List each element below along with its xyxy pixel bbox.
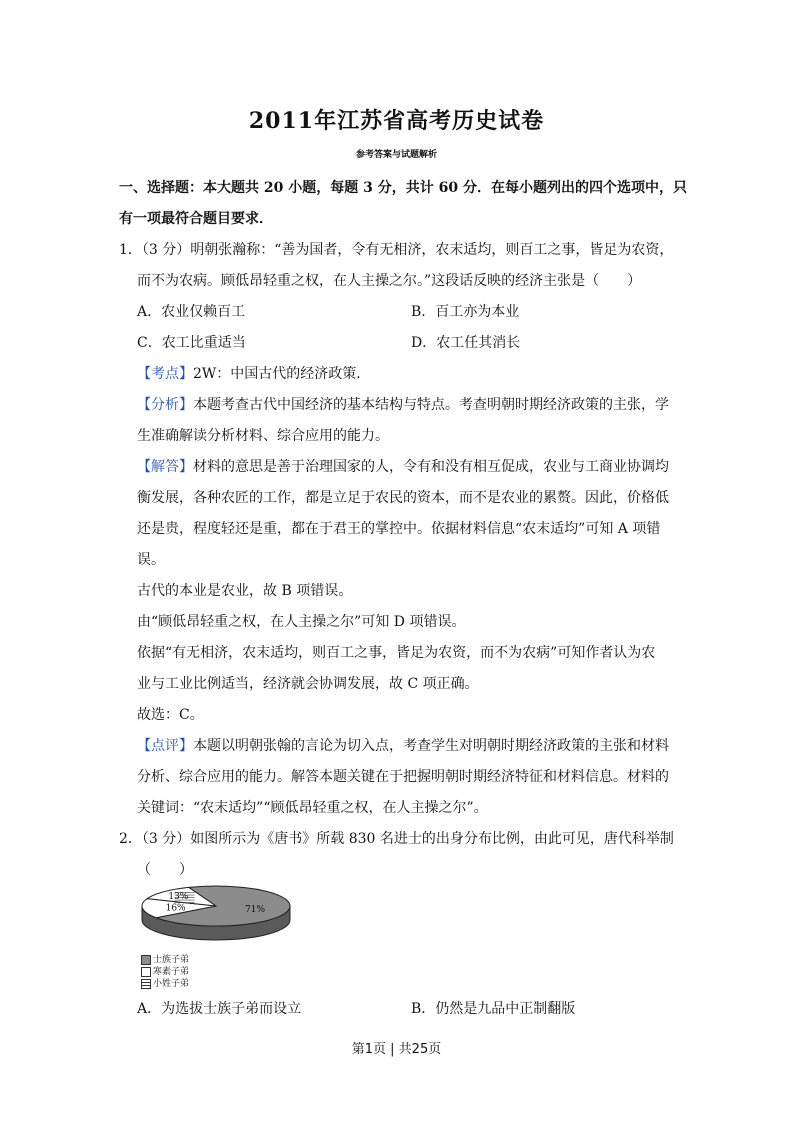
q1-stem-line2: 而不为农病。顾低昂轻重之权，在人主操之尔。”这段话反映的经济主张是（ ）: [137, 273, 642, 289]
q2-stem-line2: （ ）: [137, 862, 193, 878]
q2-option-b: B．仍然是九品中正制翻版: [411, 1001, 576, 1017]
q2-option-a: A．为选拔士族子弟而设立: [137, 1001, 302, 1017]
section-heading-line1: 一、选择题：本大题共 20 小题，每题 3 分，共计 60 分．在每小题列出的四个选项中，只: [119, 180, 687, 196]
legend-swatch-xiaoxing: [141, 979, 151, 989]
legend-swatch-shizu: [141, 955, 151, 965]
q1-fenxi-line2: 生准确解读分析材料、综合应用的能力。: [137, 428, 389, 444]
legend-label-xiaoxing: 小姓子弟: [153, 979, 190, 989]
q1-option-c: C．农工比重适当: [137, 335, 246, 351]
section-heading-line2: 有一项最符合题目要求．: [119, 211, 273, 227]
jieda-tag: 【解答】: [137, 459, 193, 475]
q1-dianping-line3: 关键词：“农末适均”“顾低昂轻重之权，在人主操之尔”。: [137, 800, 488, 816]
fenxi-text1: 本题考查古代中国经济的基本结构与特点。考查明朝时期经济政策的主张，学: [193, 397, 669, 413]
q1-dianping-line2: 分析、综合应用的能力。解答本题关键在于把握明朝时期经济特征和材料信息。材料的: [137, 769, 669, 785]
q1-jieda-line5: 古代的本业是农业，故 B 项错误。: [137, 583, 353, 599]
q2-stem-line1: 2．（3 分）如图所示为《唐书》所载 830 名进士的出身分布比例，由此可见，唐代科举制: [119, 831, 674, 847]
q1-option-b: B．百工亦为本业: [411, 304, 520, 320]
q1-jieda-line9: 故选：C。: [137, 707, 204, 723]
page-footer: 第1页 | 共25页: [351, 1042, 442, 1057]
q1-jieda-line4: 误。: [137, 552, 165, 568]
q1-option-d: D．农工任其消长: [411, 335, 521, 351]
fenxi-tag: 【分析】: [137, 397, 193, 413]
jieda-text1: 材料的意思是善于治理国家的人，令有和没有相互促成，农业与工商业协调均: [193, 459, 669, 475]
dianping-tag: 【点评】: [137, 738, 193, 754]
page-title: 2011年江苏省高考历史试卷: [248, 108, 545, 134]
legend-label-hansu: 寒素子弟: [153, 967, 190, 977]
pie-label: 16%: [165, 903, 186, 914]
pie-label: 13%: [168, 891, 189, 902]
q1-jieda-line2: 衡发展，各种农匠的工作，都是立足于农民的资本，而不是农业的累赘。因此，价格低: [137, 490, 669, 506]
q1-kaodian: [137, 363, 370, 383]
pie-label: 71%: [245, 905, 266, 916]
q1-jieda-line8: 业与工业比例适当，经济就会协调发展，故 C 项正确。: [137, 676, 479, 692]
legend-label-shizu: 士族子弟: [153, 955, 190, 965]
page-subtitle: 参考答案与试题解析: [355, 150, 437, 160]
q1-jieda-line6: 由“顾低昂轻重之权，在人主操之尔”可知 D 项错误。: [137, 614, 466, 630]
q1-jieda-line3: 还是贵，程度轻还是重，都在于君王的掌控中。依据材料信息“农末适均”可知 A 项错: [137, 521, 661, 537]
kaodian-tag: 【考点】: [137, 366, 193, 382]
pie-chart: [138, 884, 298, 950]
q1-option-a: A．农业仅赖百工: [137, 304, 246, 320]
q1-stem-line1: 1．（3 分）明朝张瀚称：“善为国者，令有无相济，农末适均，则百工之事，皆足为农资，: [119, 242, 674, 258]
q1-jieda-line1: [137, 456, 669, 476]
legend-swatch-hansu: [141, 967, 151, 977]
dianping-text1: 本题以明朝张翰的言论为切入点，考查学生对明朝时期经济政策的主张和材料: [193, 738, 669, 754]
legend-item-xiaoxing: [141, 976, 189, 989]
q1-fenxi-line1: [137, 394, 669, 414]
q1-jieda-line7: 依据“有无相济，农末适均，则百工之事，皆足为农资，而不为农病”可知作者认为农: [137, 645, 656, 661]
kaodian-text: 2W：中国古代的经济政策．: [193, 366, 371, 382]
q1-dianping-line1: [137, 735, 669, 755]
